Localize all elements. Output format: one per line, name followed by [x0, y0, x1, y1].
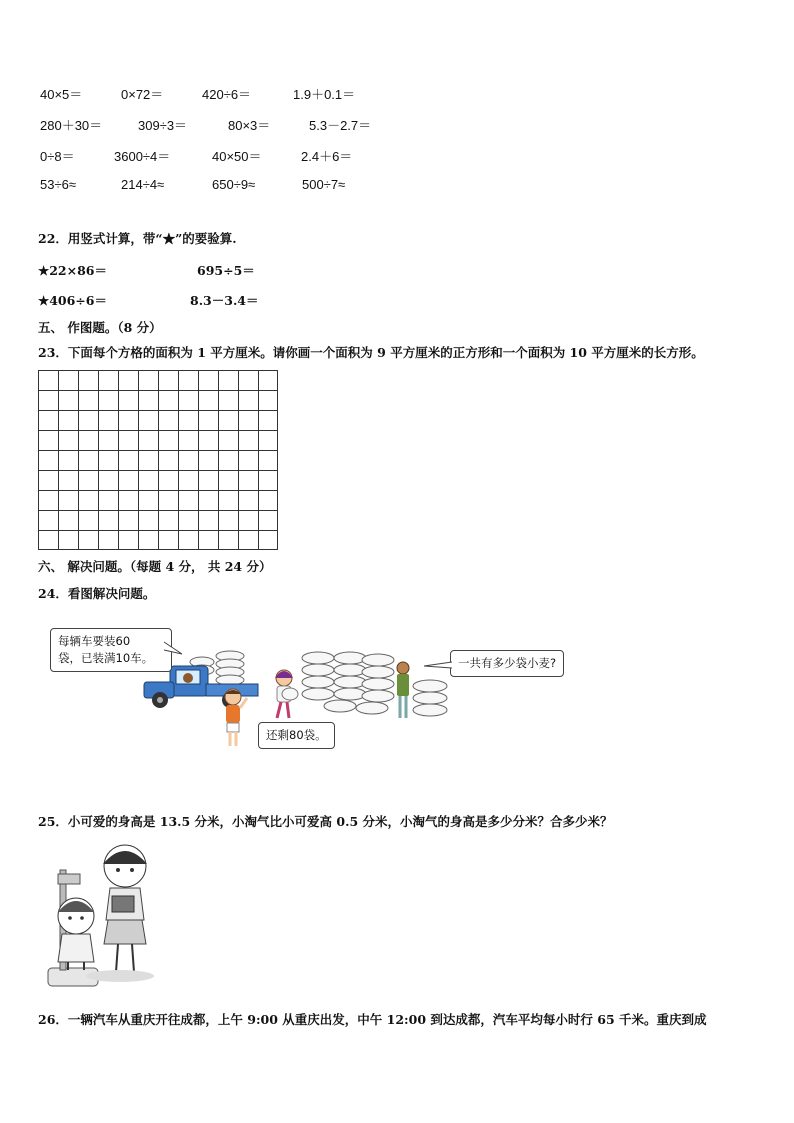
- calc-item: 5.3－2.7＝: [309, 118, 372, 133]
- calc-item: 280＋30＝: [40, 118, 103, 133]
- calc-item: 500÷7≈: [302, 177, 346, 192]
- wheat-sack-pile: [300, 648, 450, 718]
- q22-title: 22．用竖式计算，带“★”的要验算.: [38, 231, 237, 246]
- bubble-tail: [424, 660, 452, 670]
- bubble-line: 每辆车要装60: [58, 634, 131, 648]
- calc-item: 3600÷4＝: [114, 149, 171, 164]
- section-6-heading: 六、 解决问题。（每题 4 分， 共 24 分）: [38, 559, 272, 574]
- section-5-heading: 五、 作图题。（8 分）: [38, 320, 162, 335]
- calc-item: 40×5＝: [40, 87, 83, 102]
- calc-item: 1.9＋0.1＝: [293, 87, 356, 102]
- calc-item: 40×50＝: [212, 149, 262, 164]
- speech-bubble-remaining: 还剩80袋。: [258, 722, 335, 749]
- calc-item: 80×3＝: [228, 118, 271, 133]
- children-height-illustration: [40, 840, 165, 990]
- boy-figure: [218, 688, 248, 752]
- bubble-tail: [164, 640, 184, 656]
- q22-item: 8.3－3.4＝: [190, 293, 259, 308]
- bubble-line: 袋，已装满10车。: [58, 651, 154, 665]
- girl-figure: [268, 668, 300, 722]
- q23-text: 23．下面每个方格的面积为 1 平方厘米。请你画一个面积为 9 平方厘米的正方形和一个面积为 10 平方厘米的长方形。: [38, 345, 704, 360]
- q24-title: 24．看图解决问题。: [38, 586, 156, 601]
- calc-item: 2.4＋6＝: [301, 149, 353, 164]
- speech-bubble-question: 一共有多少袋小麦?: [450, 650, 564, 677]
- square-grid[interactable]: [38, 370, 278, 550]
- calc-item: 214÷4≈: [121, 177, 165, 192]
- q22-item: 695÷5＝: [197, 263, 255, 278]
- q22-item: ★406÷6＝: [38, 293, 107, 308]
- calc-item: 420÷6＝: [202, 87, 252, 102]
- q26-text: 26．一辆汽车从重庆开往成都，上午 9:00 从重庆出发，中午 12:00 到达成都，汽车平均每小时行 65 千米。重庆到成: [38, 1012, 707, 1027]
- q25-text: 25．小可爱的身高是 13.5 分米，小淘气比小可爱高 0.5 分米，小淘气的身高是多少分米？合多少米？: [38, 814, 613, 829]
- calc-item: 309÷3＝: [138, 118, 188, 133]
- calc-item: 650÷9≈: [212, 177, 256, 192]
- calc-item: 53÷6≈: [40, 177, 76, 192]
- calc-item: 0×72＝: [121, 87, 164, 102]
- calc-item: 0÷8＝: [40, 149, 75, 164]
- q22-item: ★22×86＝: [38, 263, 107, 278]
- speech-bubble-truck: [50, 628, 172, 672]
